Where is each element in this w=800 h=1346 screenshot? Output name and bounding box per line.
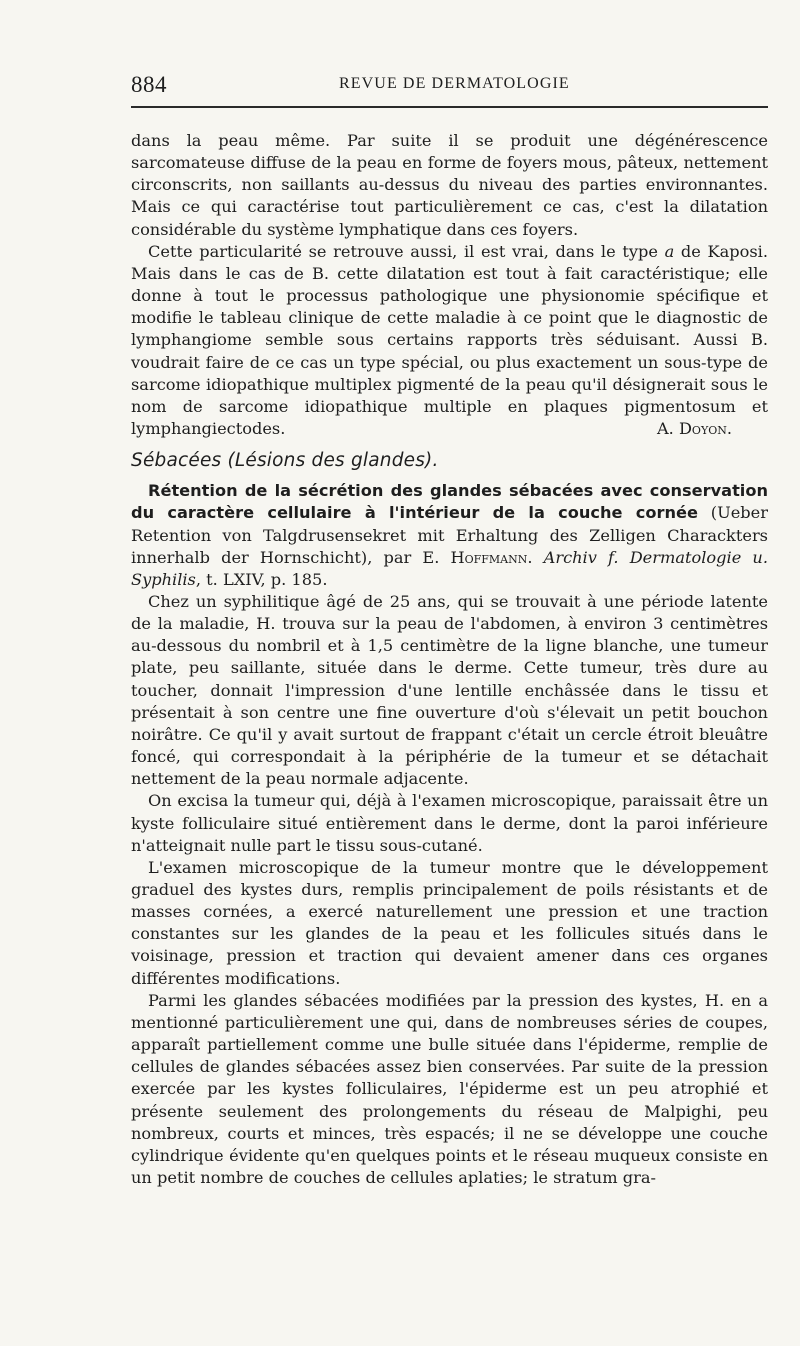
article-title: Rétention de la sécrétion des glandes sébacées avec conservation du caractère cellulaire à l'intérieur de la couche cornée [131,481,768,523]
running-head [131,68,768,102]
paragraph-case: Chez un syphilitique âgé de 25 ans, qui se trouvait à une période latente de la maladie, H. trouva sur la peau de l'abdomen, à environ 3 centimètres au-dessous du nombril et à 1,5 centimètre de la ligne blanche, une tumeur plate, peu saillante, située dans le derme. Cette tumeur, très dure au toucher, donnait l'impression d'une lentille enchâssée dans le tissu et présentait à son centre une fine ouverture d'où s'élevait un petit bouchon noirâtre. Ce qu'il y avait surtout de frappant c'était un cercle étroit bleuâtre foncé, qui correspondait à la périphérie de la tumeur et se détachait nettement de la peau normale adjacente. [131,591,768,789]
article-german-title: (Ueber Retention von Talgdrusensekret mit Erhaltung des Zelligen Charackters innerhalb der Hornschicht), par [131,503,768,567]
author-signature: A. Doyon. [656,419,732,439]
paragraph-microscopy: L'examen microscopique de la tumeur montre que le développement graduel des kystes durs, remplis principalement de poils résistants et de masses cornées, a exercé naturellement une pression et une traction constantes sur les glandes de la peau et les follicules situés dans le voisinage, pression et traction qui devaient amener dans ces organes différentes modifications. [131,857,768,988]
volume-reference: , t. LXIV, p. 185. [195,569,328,589]
paragraph-glands: Parmi les glandes sébacées modifiées par la pression des kystes, H. en a mentionné particulièrement une qui, dans de nombreuses séries de coupes, apparaît partiellement comme une bulle située dans l'épiderme, remplie de cellules de glandes sébacées assez bien conservées. Par suite de la pression exercée par les kystes folliculaires, l'épiderme est un peu atrophié et présente seulement des prolongements du réseau de Malpighi, peu nombreux, courts et minces, très espacés; il ne se développe une couche cylindrique évidente qu'en quelques points et le réseau muqueux consiste en un petit nombre de couches de cellules aplaties; le stratum gra- [131,990,768,1188]
author-name: Hoffmann [450,547,528,567]
paragraph-continuation: dans la peau même. Par suite il se produit une dégénérescence sarcomateuse diffuse de la peau en forme de foyers mous, pâteux, nettement circonscrits, non saillants au-dessus du niveau des parties environnantes. Mais ce qui caractérise tout particulièrement ce cas, c'est la dilatation considérable du système lymphatique dans ces foyers. [131,131,768,239]
header-rule [131,106,768,108]
paragraph-excision: On excisa la tumeur qui, déjà à l'examen microscopique, paraissait être un kyste folliculaire situé entièrement dans le derme, dont la paroi inférieure n'atteignait nulle part le tissu sous-cutané. [131,791,768,855]
paragraph-kaposi-text-b: de Kaposi. Mais dans le cas de B. cette dilatation est tout à fait caractéristique; elle donne à tout le processus pathologique une physionomie spécifique et modifie le tableau clinique de cette maladie à ce point que le diagnostic de lymphangiome semble sous certains rapports très séduisant. Aussi B. voudrait faire de ce cas un type spécial, ou plus exactement un sous-type de sarcome idiopathique multiplex pigmenté de la peau qu'il désignerait sous le nom de sarcome idiopathique multiple en plaques pigmentosum et lymphangiectodes. [131,241,769,439]
author-initial: E. [422,547,451,567]
body-text [131,130,768,1189]
journal-page [131,68,768,1189]
section-heading: Sébacées (Lésions des glandes). [131,450,439,472]
type-letter: a [664,241,675,261]
journal-title: REVUE DE DERMATOLOGIE [339,75,570,92]
paragraph-kaposi-text-a: Cette particularité se retrouve aussi, il est vrai, dans le type [148,241,665,261]
article-citation: Rétention de la sécrétion des glandes sébacées avec conservation du caractère cellulaire à l'intérieur de la couche cornée (Ueber Retention von Talgdrusensekret mit Erhaltung des Zelligen Charackters innerhalb der Hornschicht), par E. Hoffmann. Archiv f. Dermatologie u. Syphilis, t. LXIV, p. 185. [131,481,769,589]
paragraph-kaposi [131,241,768,440]
page-number: 884 [131,72,167,97]
journal-reference: Archiv f. Dermatologie u. Syphilis [131,547,769,589]
